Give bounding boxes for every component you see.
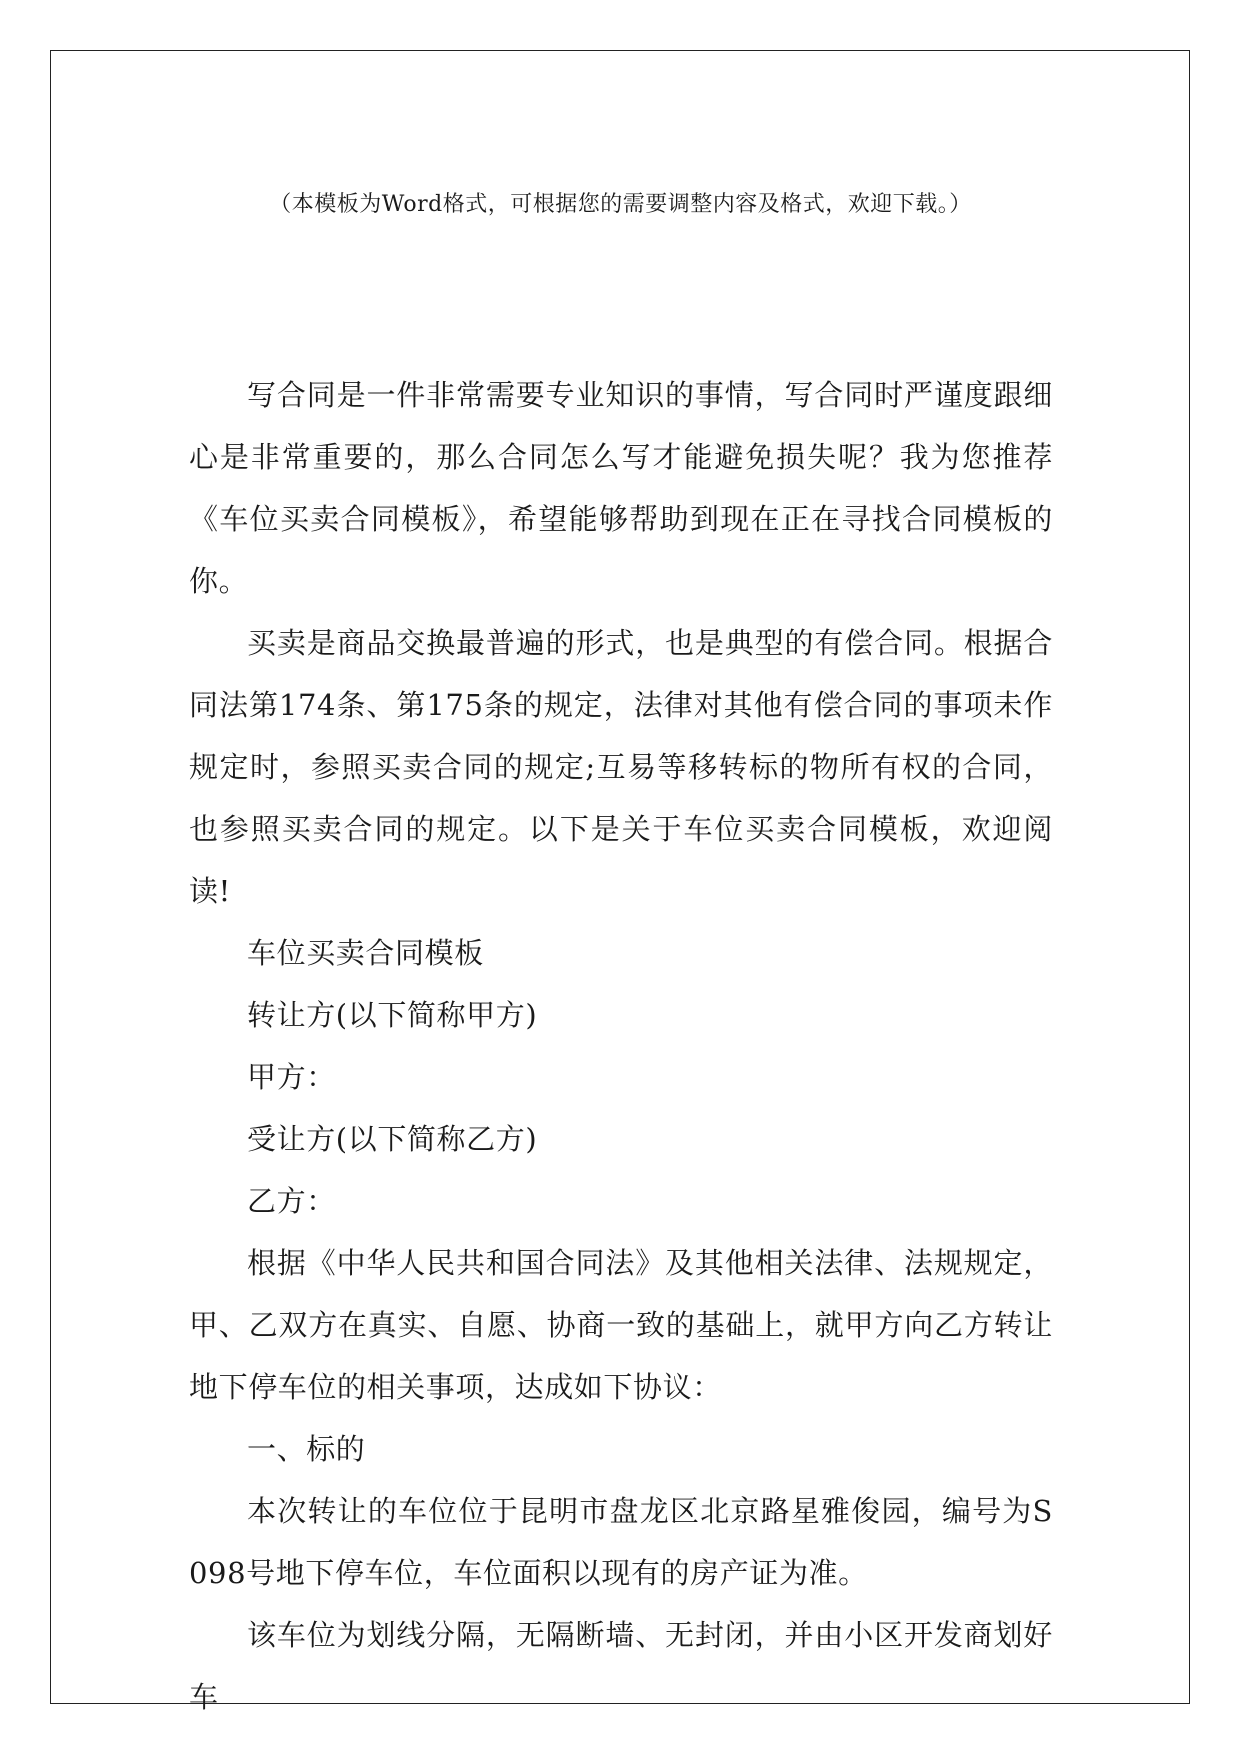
paragraph-background: 买卖是商品交换最普遍的形式，也是典型的有偿合同。根据合同法第174条、第175条的规定，法律对其他有偿合同的事项未作规定时，参照买卖合同的规定;互易等移转标的物所有权的合同，也参照买卖合同的规定。以下是关于车位买卖合同模板，欢迎阅读!	[189, 626, 1053, 908]
document-body	[189, 364, 1053, 1728]
party-b-field: 乙方：	[247, 1184, 336, 1218]
contract-title: 车位买卖合同模板	[247, 936, 484, 970]
transferee-label: 受让方(以下简称乙方)	[247, 1122, 538, 1156]
transferor-label: 转让方(以下简称甲方)	[247, 998, 538, 1032]
template-notice: （本模板为Word格式，可根据您的需要调整内容及格式，欢迎下载。）	[269, 192, 972, 217]
paragraph-intro: 写合同是一件非常需要专业知识的事情，写合同时严谨度跟细心是非常重要的，那么合同怎么写才能避免损失呢？我为您推荐《车位买卖合同模板》，希望能够帮助到现在正在寻找合同模板的你。	[189, 378, 1053, 598]
paragraph-parking-description: 该车位为划线分隔，无隔断墙、无封闭，并由小区开发商划好车	[189, 1618, 1053, 1714]
party-a-field: 甲方：	[247, 1060, 336, 1094]
paragraph-agreement-basis: 根据《中华人民共和国合同法》及其他相关法律、法规规定，甲、乙双方在真实、自愿、协商一致的基础上，就甲方向乙方转让地下停车位的相关事项，达成如下协议：	[189, 1246, 1053, 1404]
paragraph-parking-location: 本次转让的车位位于昆明市盘龙区北京路星雅俊园，编号为S098号地下停车位，车位面积以现有的房产证为准。	[189, 1494, 1053, 1590]
section-heading-subject: 一、标的	[247, 1432, 366, 1466]
